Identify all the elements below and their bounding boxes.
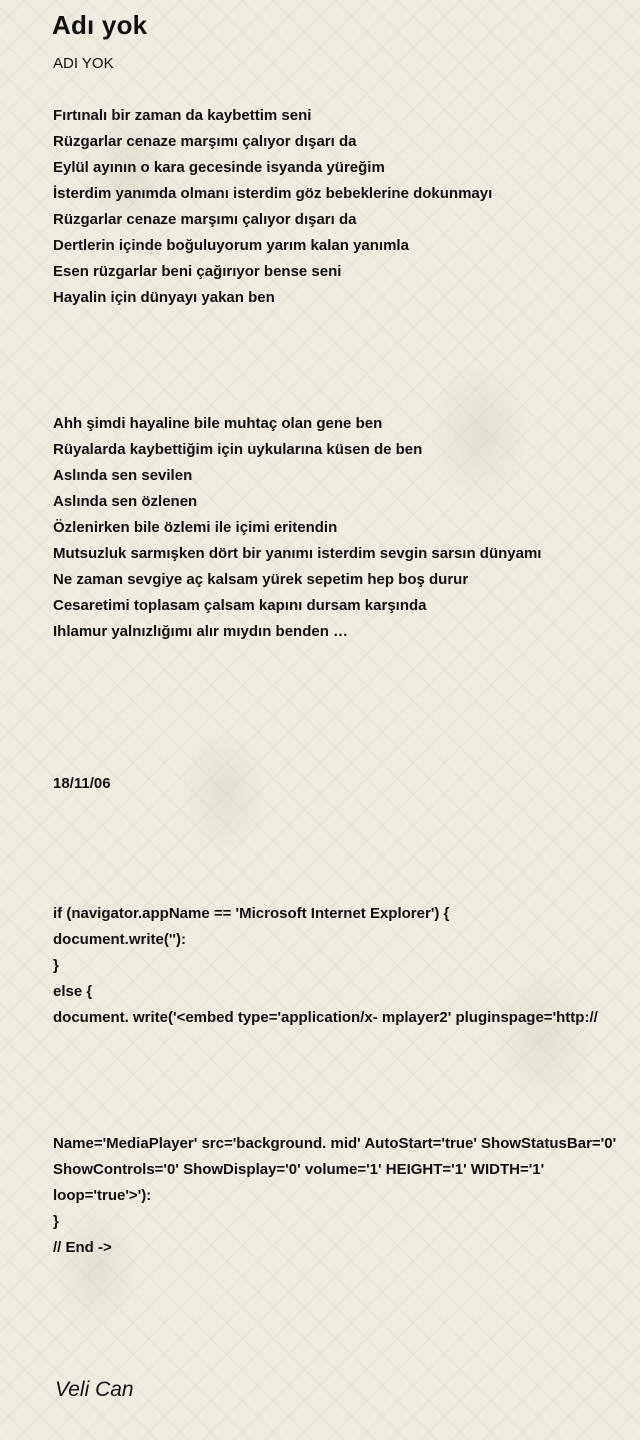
- script-line: ShowControls='0' ShowDisplay='0' volume='1' HEIGHT='1' WIDTH='1': [53, 1161, 545, 1178]
- script-line: // End ->: [53, 1239, 112, 1256]
- poem-line: Ne zaman sevgiye aç kalsam yürek sepetim hep boş durur: [53, 571, 469, 588]
- script-line: else {: [53, 983, 93, 1000]
- stanza-1: [53, 103, 492, 311]
- poem-line: Fırtınalı bir zaman da kaybettim seni: [53, 107, 312, 124]
- poem-line: Eylül ayının o kara gecesinde isyanda yüreğim: [53, 159, 385, 176]
- poem-line: Ahh şimdi hayaline bile muhtaç olan gene ben: [53, 415, 383, 432]
- script-line: document. write('<embed type='application/x- mplayer2' pluginspage='http://: [53, 1009, 598, 1026]
- poem-subtitle: ADI YOK: [53, 55, 114, 72]
- poem-line: Dertlerin içinde boğuluyorum yarım kalan yanımla: [53, 237, 409, 254]
- script-line: if (navigator.appName == 'Microsoft Internet Explorer') {: [53, 905, 450, 922]
- author-signature: Veli Can: [55, 1378, 134, 1401]
- poem-line: Cesaretimi toplasam çalsam kapını dursam karşında: [53, 597, 427, 614]
- script-text-block-2: [53, 1131, 616, 1261]
- poem-line: Mutsuzluk sarmışken dört bir yanımı isterdim sevgin sarsın dünyamı: [53, 545, 542, 562]
- poem-line: Özlenirken bile özlemi ile içimi eritendin: [53, 519, 338, 536]
- script-line: }: [53, 1213, 59, 1230]
- poem-line: Ihlamur yalnızlığımı alır mıydın benden …: [53, 623, 349, 640]
- stanza-2: [53, 411, 541, 645]
- poem-line: Rüzgarlar cenaze marşımı çalıyor dışarı da: [53, 133, 357, 150]
- poem-line: İsterdim yanımda olmanı isterdim göz bebeklerine dokunmayı: [53, 185, 493, 202]
- script-line: Name='MediaPlayer' src='background. mid' AutoStart='true' ShowStatusBar='0': [53, 1135, 617, 1152]
- poem-date: 18/11/06: [53, 775, 111, 792]
- script-line: }: [53, 957, 59, 974]
- poem-line: Esen rüzgarlar beni çağırıyor bense seni: [53, 263, 342, 280]
- poem-line: Aslında sen özlenen: [53, 493, 198, 510]
- script-line: loop='true'>'):: [53, 1187, 152, 1204]
- script-line: document.write(''):: [53, 931, 186, 948]
- poem-line: Hayalin için dünyayı yakan ben: [53, 289, 275, 306]
- poem-title: Adı yok: [52, 10, 148, 40]
- poem-line: Aslında sen sevilen: [53, 467, 193, 484]
- poem-line: Rüzgarlar cenaze marşımı çalıyor dışarı da: [53, 211, 357, 228]
- poem-line: Rüyalarda kaybettiğim için uykularına küsen de ben: [53, 441, 423, 458]
- script-text-block-1: [53, 901, 598, 1031]
